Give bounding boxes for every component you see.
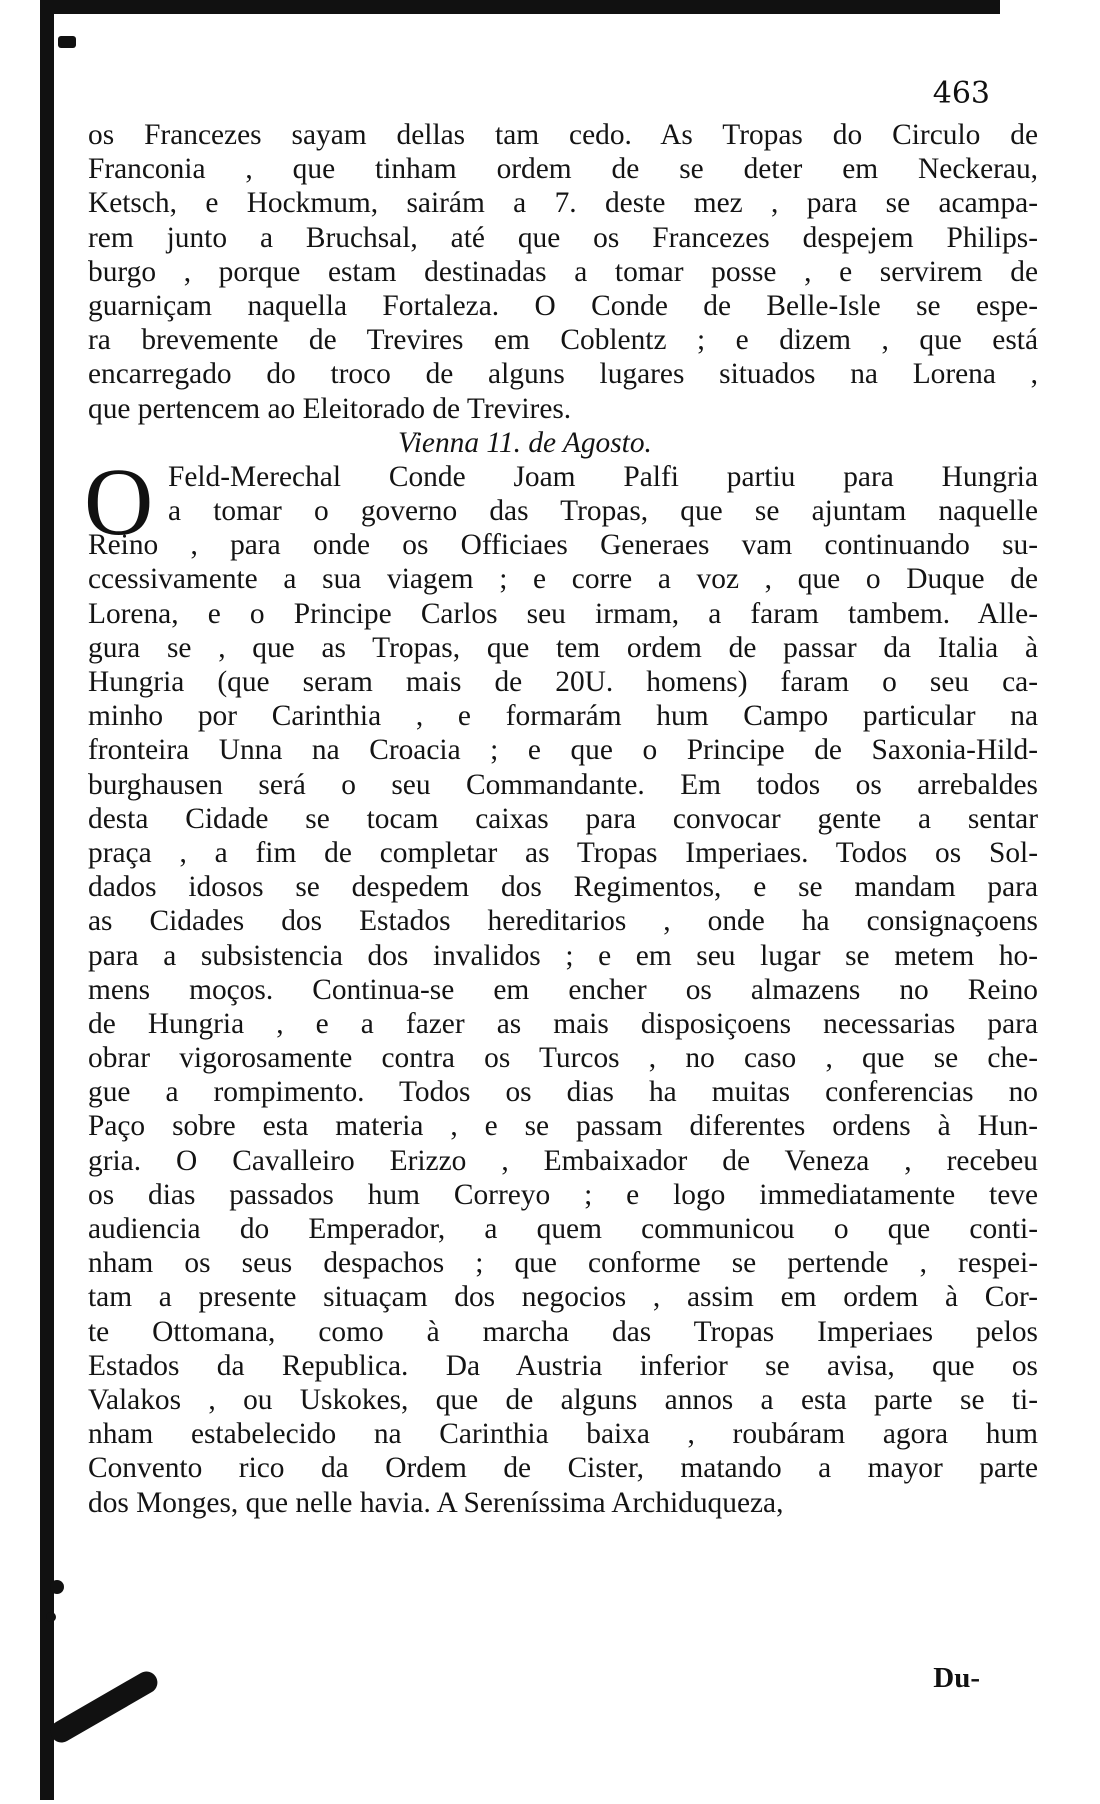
text-line: te Ottomana, como à marcha das Tropas Imperiaes pelos xyxy=(88,1315,1038,1348)
text-line: obrar vigorosamente contra os Turcos , no caso , que se che- xyxy=(88,1042,1038,1075)
text-line: Estados da Republica. Da Austria inferior se avisa, que os xyxy=(88,1349,1038,1382)
text-line: fronteira Unna na Croacia ; e que o Principe de Saxonia-Hild- xyxy=(88,734,1038,767)
text-line: os dias passados hum Correyo ; e logo immediatamente teve xyxy=(88,1178,1038,1211)
text-line: os Francezes sayam dellas tam cedo. As Tropas do Circulo de xyxy=(88,119,1038,151)
text-line: Reino , para onde os Officiaes Generaes vam continuando su- xyxy=(88,529,1038,562)
text-line: dados idosos se despedem dos Regimentos, e se mandam para xyxy=(88,871,1038,904)
text-line: minho por Carinthia , e formarám hum Campo particular na xyxy=(88,700,1038,733)
text-line: Feld-Merechal Conde Joam Palfi partiu para Hungria xyxy=(168,460,1038,493)
page-border-top xyxy=(40,0,1000,14)
text-line: gue a rompimento. Todos os dias ha muitas conferencias no xyxy=(88,1076,1038,1109)
text-line: Convento rico da Ordem de Cister, matando a mayor parte xyxy=(88,1452,1038,1485)
text-line: de Hungria , e a fazer as mais disposiçoens necessarias para xyxy=(88,1007,1038,1040)
text-line: desta Cidade se tocam caixas para convocar gente a sentar xyxy=(88,802,1038,835)
text-line: burgo , porque estam destinadas a tomar posse , e servirem de xyxy=(88,255,1038,288)
text-line: Franconia , que tinham ordem de se deter em Neckerau, xyxy=(88,153,1038,186)
text-line: para a subsistencia dos invalidos ; e em seu lugar se metem ho- xyxy=(88,939,1038,972)
text-line: mens moços. Continua-se em encher os almazens no Reino xyxy=(88,973,1038,1006)
text-line: nham estabelecido na Carinthia baixa , roubáram agora hum xyxy=(88,1418,1038,1451)
ink-blot xyxy=(50,1580,64,1594)
ink-blot xyxy=(46,1612,56,1622)
text-line: as Cidades dos Estados hereditarios , onde ha consignaçoens xyxy=(88,905,1038,938)
text-line: rem junto a Bruchsal, até que os Francezes despejem Philips- xyxy=(88,221,1038,254)
text-line: encarregado do troco de alguns lugares situados na Lorena , xyxy=(88,358,1038,391)
text-line: audiencia do Emperador, a quem communicou o que conti- xyxy=(88,1213,1038,1245)
text-line: Ketsch, e Hockmum, sairám a 7. deste mez , para se acampa- xyxy=(88,187,1038,220)
paragraph xyxy=(88,118,1038,426)
page-number: 463 xyxy=(932,76,990,111)
text-line: nham os seus despachos ; que conforme se pertende , respei- xyxy=(88,1247,1038,1280)
page-border-left xyxy=(40,0,54,1800)
text-line: ccessivamente a sua viagem ; e corre a voz , que o Duque de xyxy=(88,563,1038,596)
text-line: Paço sobre esta materia , e se passam diferentes ordens à Hun- xyxy=(88,1110,1038,1143)
paragraph xyxy=(84,447,1038,1520)
text-line: burghausen será o seu Commandante. Em todos os arrebaldes xyxy=(88,768,1038,801)
text-line: gura se , que as Tropas, que tem ordem de passar da Italia à xyxy=(88,631,1038,664)
ink-stroke xyxy=(47,1667,162,1746)
body-text xyxy=(84,118,1038,1520)
text-line: que pertencem ao Eleitorado de Trevires. xyxy=(88,392,572,425)
text-line: praça , a fim de completar as Tropas Imperiaes. Todos os Sol- xyxy=(88,836,1038,869)
catchword: Du- xyxy=(933,1662,980,1694)
text-line: ra brevemente de Trevires em Coblentz ; e dizem , que está xyxy=(88,324,1038,357)
text-line: dos Monges, que nelle havia. A Sereníssima Archiduqueza, xyxy=(88,1486,784,1519)
text-line: Valakos , ou Uskokes, que de alguns annos a esta parte se ti- xyxy=(88,1383,1038,1416)
text-line: gria. O Cavalleiro Erizzo , Embaixador de Veneza , recebeu xyxy=(88,1144,1038,1177)
ink-mark xyxy=(58,36,76,48)
text-line: Hungria (que seram mais de 20U. homens) faram o seu ca- xyxy=(88,666,1038,698)
drop-cap: O xyxy=(84,447,154,555)
text-line: tam a presente situaçam dos negocios , assim em ordem à Cor- xyxy=(88,1281,1038,1314)
text-line: a tomar o governo das Tropas, que se ajuntam naquelle xyxy=(168,495,1038,528)
dateline-heading: Vienna 11. de Agosto. xyxy=(398,426,652,459)
text-line: Lorena, e o Principe Carlos seu irmam, a faram tambem. Alle- xyxy=(88,597,1038,630)
text-line: guarniçam naquella Fortaleza. O Conde de Belle-Isle se espe- xyxy=(88,289,1038,322)
